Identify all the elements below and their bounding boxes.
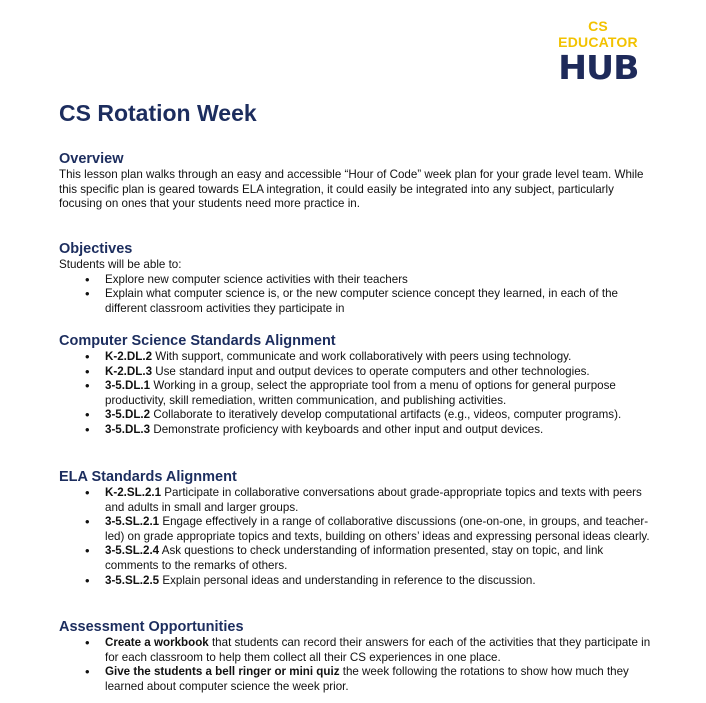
list-item (105, 665, 659, 694)
standard-text: Working in a group, select the appropriate tool from a menu of options for general purpose productivity, skill remediation, written communication, and publishing activities. (105, 379, 616, 407)
overview-section (59, 151, 659, 212)
assessment-lead: Create a workbook (105, 636, 209, 649)
list-item (105, 408, 659, 423)
standard-code: K-2.DL.2 (105, 350, 153, 363)
standard-text: Collaborate to iteratively develop computational artifacts (e.g., videos, computer programs). (150, 408, 622, 422)
list-item (105, 574, 659, 589)
assessment-heading: Assessment Opportunities (59, 619, 244, 635)
assessment-section (59, 619, 659, 694)
standard-text: With support, communicate and work collaboratively with peers using technology. (152, 350, 572, 363)
assessment-list (59, 636, 659, 694)
standard-code: 3-5.DL.2 (105, 408, 151, 422)
assessment-text: the week following the rotations to show how much they learned about computer science the week prior. (105, 665, 629, 693)
list-item (105, 544, 659, 573)
objectives-section (59, 241, 659, 316)
ela-standards-heading: ELA Standards Alignment (59, 469, 237, 485)
standard-code: K-2.DL.3 (105, 364, 153, 378)
objectives-heading: Objectives (59, 241, 133, 257)
list-item (105, 515, 659, 544)
cs-standards-section (59, 333, 659, 438)
overview-heading: Overview (59, 151, 124, 167)
overview-text: This lesson plan walks through an easy and accessible “Hour of Code” week plan for your grade level team. While this specific plan is geared towards ELA integration, it could easily be integrated into any subject, particularly focusing on ones that your students need more practice in. (59, 168, 644, 211)
standard-text: Explain personal ideas and understanding in reference to the discussion. (159, 573, 536, 587)
list-item (105, 636, 659, 665)
list-item (105, 379, 659, 408)
standard-text: Engage effectively in a range of collaborative discussions (one-on-one, in groups, and teacher-led) on grade appropriate topics and texts, building on others’ ideas and expressing personal ideas clearly. (105, 515, 650, 543)
logo-line2: HUB (557, 48, 639, 87)
page-title: CS Rotation Week (59, 100, 257, 126)
standard-text: Ask questions to check understanding of information presented, stay on topic, and link comments to the remarks of others. (105, 544, 604, 572)
objectives-intro: Students will be able to: (59, 258, 182, 271)
cs-educator-hub-logo (548, 18, 648, 87)
list-item (105, 350, 659, 365)
standard-text: Demonstrate proficiency with keyboards and other input and output devices. (150, 422, 544, 436)
ela-standards-list (59, 486, 659, 588)
standard-code: 3-5.SL.2.1 (105, 515, 160, 529)
objectives-list (59, 273, 659, 317)
assessment-text: that students can record their answers for each of the activities that they participate in for each classroom to help them collect all their CS experiences in one place. (105, 636, 651, 664)
standard-code: 3-5.SL.2.5 (105, 573, 160, 587)
standard-text: Use standard input and output devices to operate computers and other technologies. (152, 364, 590, 378)
standard-code: 3-5.DL.1 (105, 379, 151, 393)
list-item (105, 423, 659, 438)
standard-code: 3-5.DL.3 (105, 422, 151, 436)
standard-text: Participate in collaborative conversations about grade-appropriate topics and texts with peers and adults in small and larger groups. (105, 486, 642, 514)
cs-standards-heading: Computer Science Standards Alignment (59, 333, 336, 349)
list-item: • Explain what computer science is, or the new computer science concept they learned, in each of the different classroom activities they participate in (105, 287, 659, 316)
logo-line1: CS EDUCATOR (558, 18, 638, 50)
list-item: • Explore new computer science activities with their teachers (105, 273, 659, 288)
assessment-lead: Give the students a bell ringer or mini quiz (105, 665, 340, 679)
standard-code: 3-5.SL.2.4 (105, 544, 160, 558)
list-item (105, 365, 659, 380)
ela-standards-section (59, 469, 659, 588)
list-item (105, 486, 659, 515)
cs-standards-list (59, 350, 659, 438)
standard-code: K-2.SL.2.1 (105, 486, 162, 499)
